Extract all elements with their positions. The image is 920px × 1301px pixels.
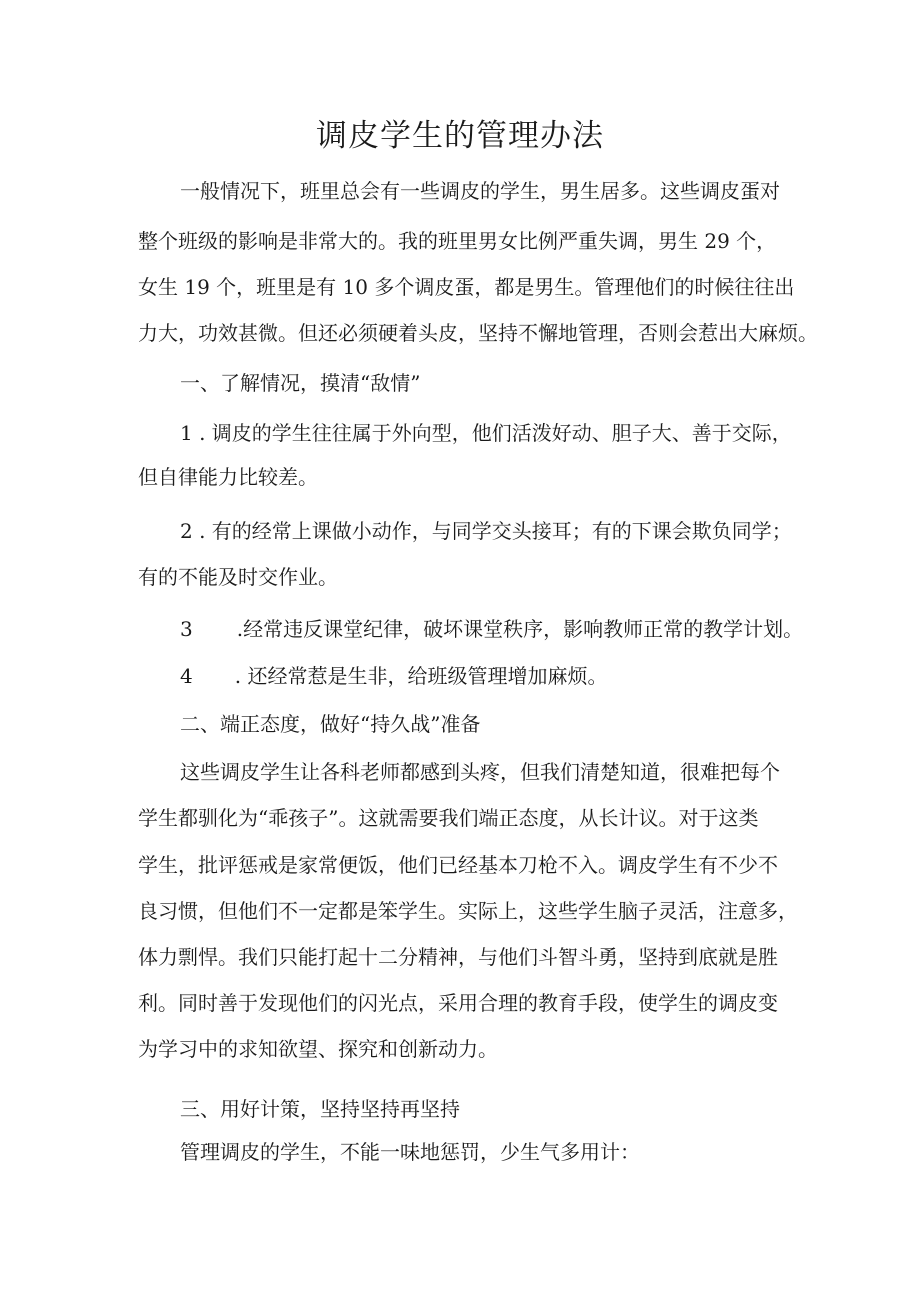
section2-line-7: 为学习中的求知欲望、探究和创新动力。	[138, 1037, 498, 1061]
section1-heading: 一、了解情况，摸清“敌情”	[180, 371, 421, 395]
section2-line-1: 这些调皮学生让各科老师都感到头疼，但我们清楚知道，很难把每个	[180, 760, 780, 784]
section1-item4-number: 4	[180, 664, 193, 688]
section2-line-5: 体力剽悍。我们只能打起十二分精神，与他们斗智斗勇，坚持到底就是胜	[138, 945, 778, 969]
section2-line-3: 学生，批评惩戒是家常便饭，他们已经基本刀枪不入。调皮学生有不少不	[138, 853, 778, 877]
section2-line-2: 学生都驯化为“乖孩子”。这就需要我们端正态度，从长计议。对于这类	[138, 806, 759, 830]
section3-line-1: 管理调皮的学生，不能一味地惩罚，少生气多用计：	[180, 1140, 640, 1164]
section3-heading: 三、用好计策，坚持坚持再坚持	[180, 1097, 460, 1121]
section1-item2-line-2: 有的不能及时交作业。	[138, 565, 338, 589]
section1-item3	[180, 614, 803, 644]
section2-line-6: 利。同时善于发现他们的闪光点，采用合理的教育手段，使学生的调皮变	[138, 991, 778, 1015]
section1-item2-line-1: 2 . 有的经常上课做小动作，与同学交头接耳；有的下课会欺负同学；	[180, 519, 792, 543]
section1-item4-text: . 还经常惹是生非，给班级管理增加麻烦。	[234, 664, 608, 688]
section1-item3-number: 3	[180, 617, 193, 641]
section1-item3-text: .经常违反课堂纪律，破坏课堂秩序，影响教师正常的教学计划。	[236, 617, 804, 641]
section1-item1-line-2: 但自律能力比较差。	[138, 465, 318, 489]
intro-line-3: 女生 19 个，班里是有 10 多个调皮蛋，都是男生。管理他们的时候往往出	[138, 275, 795, 299]
intro-line-4: 力大，功效甚微。但还必须硬着头皮，坚持不懈地管理，否则会惹出大麻烦。	[138, 321, 818, 345]
intro-line-1: 一般情况下，班里总会有一些调皮的学生，男生居多。这些调皮蛋对	[180, 179, 780, 203]
section2-heading: 二、端正态度，做好“持久战”准备	[180, 712, 481, 736]
section1-item4	[180, 661, 607, 691]
intro-line-2: 整个班级的影响是非常大的。我的班里男女比例严重失调，男生 29 个，	[138, 229, 777, 253]
section1-item1-line-1: 1 . 调皮的学生往往属于外向型，他们活泼好动、胆子大、善于交际，	[180, 421, 792, 445]
section2-line-4: 良习惯，但他们不一定都是笨学生。实际上，这些学生脑子灵活，注意多，	[138, 899, 798, 923]
document-title: 调皮学生的管理办法	[316, 118, 604, 154]
